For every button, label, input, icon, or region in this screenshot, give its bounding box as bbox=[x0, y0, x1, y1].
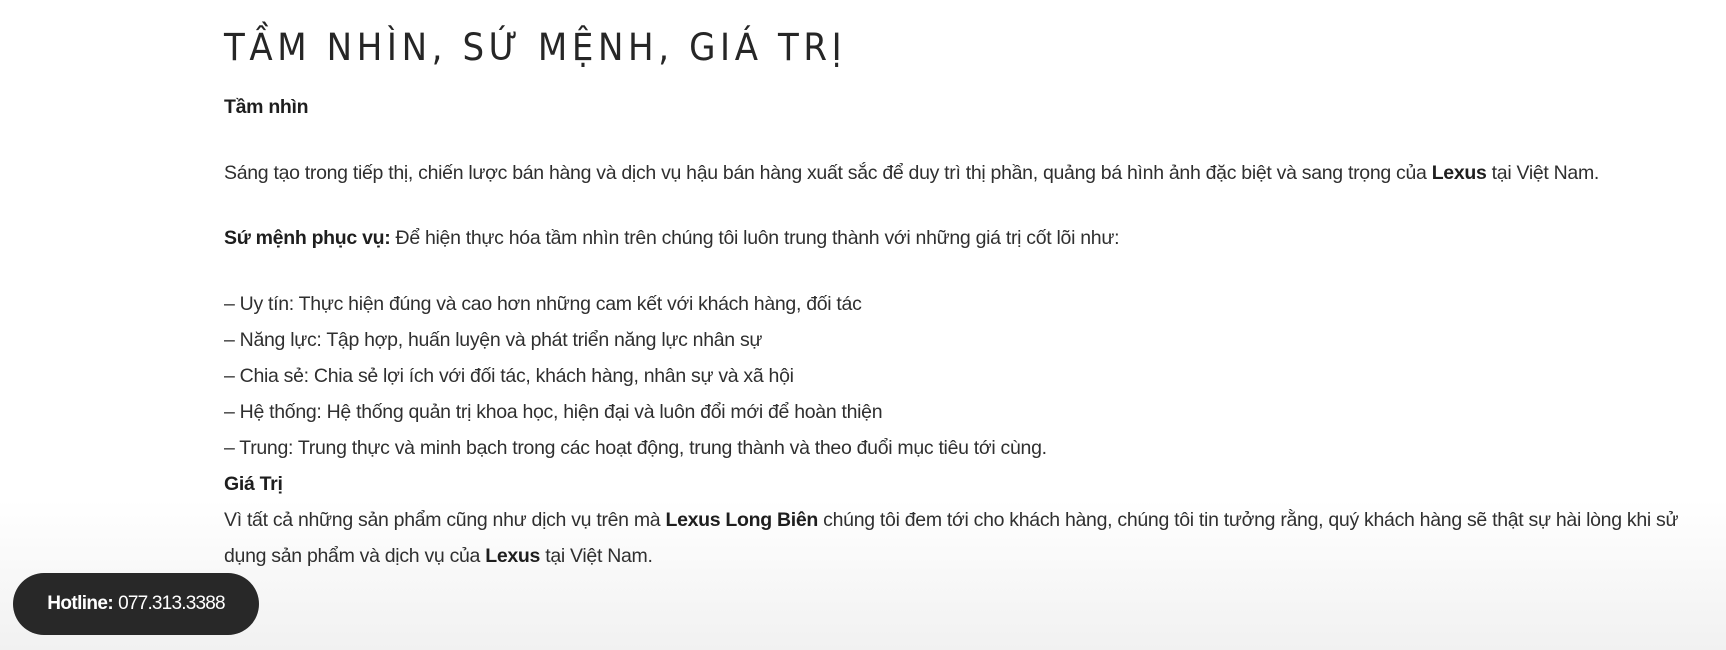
mission-label: Sứ mệnh phục vụ: bbox=[224, 227, 391, 249]
vision-paragraph bbox=[224, 159, 1599, 187]
values-paragraph-line1 bbox=[224, 506, 1678, 534]
brand-lexus-long-bien: Lexus Long Biên bbox=[665, 509, 819, 531]
brand-lexus: Lexus bbox=[1431, 162, 1487, 184]
values-text: dụng sản phẩm và dịch vụ của bbox=[224, 545, 486, 567]
core-value-item: – Năng lực: Tập hợp, huấn luyện và phát triển năng lực nhân sự bbox=[224, 329, 763, 351]
brand-lexus: Lexus bbox=[485, 545, 541, 567]
hotline-button[interactable] bbox=[13, 573, 259, 635]
core-value-item: – Trung: Trung thực và minh bạch trong các hoạt động, trung thành và theo đuổi mục tiêu tới cùng. bbox=[224, 437, 1047, 459]
core-value-item: – Uy tín: Thực hiện đúng và cao hơn những cam kết với khách hàng, đối tác bbox=[224, 293, 862, 315]
mission-text: Để hiện thực hóa tầm nhìn trên chúng tôi luôn trung thành với những giá trị cốt lõi như: bbox=[390, 227, 1120, 249]
values-heading: Giá Trị bbox=[224, 473, 283, 495]
vision-text: Sáng tạo trong tiếp thị, chiến lược bán hàng và dịch vụ hậu bán hàng xuất sắc để duy trì thị phần, quảng bá hình ảnh đặc biệt và sang trọng của bbox=[224, 162, 1432, 184]
core-value-item: – Chia sẻ: Chia sẻ lợi ích với đối tác, khách hàng, nhân sự và xã hội bbox=[224, 365, 794, 387]
values-text: chúng tôi đem tới cho khách hàng, chúng tôi tin tưởng rằng, quý khách hàng sẽ thật sự hài lòng khi sử bbox=[818, 509, 1679, 531]
mission-paragraph bbox=[224, 224, 1119, 252]
values-text: tại Việt Nam. bbox=[540, 545, 653, 567]
core-value-item: – Hệ thống: Hệ thống quản trị khoa học, hiện đại và luôn đổi mới để hoàn thiện bbox=[224, 401, 883, 423]
hotline-label: Hotline: bbox=[47, 593, 114, 614]
values-text: Vì tất cả những sản phẩm cũng như dịch vụ trên mà bbox=[224, 509, 666, 531]
vision-text-end: tại Việt Nam. bbox=[1486, 162, 1600, 184]
page-title: TẦM NHÌN, SỨ MỆNH, GIÁ TRỊ bbox=[224, 26, 847, 69]
values-paragraph-line2 bbox=[224, 542, 653, 570]
hotline-number: 077.313.3388 bbox=[118, 593, 225, 614]
vision-heading: Tầm nhìn bbox=[224, 96, 309, 118]
